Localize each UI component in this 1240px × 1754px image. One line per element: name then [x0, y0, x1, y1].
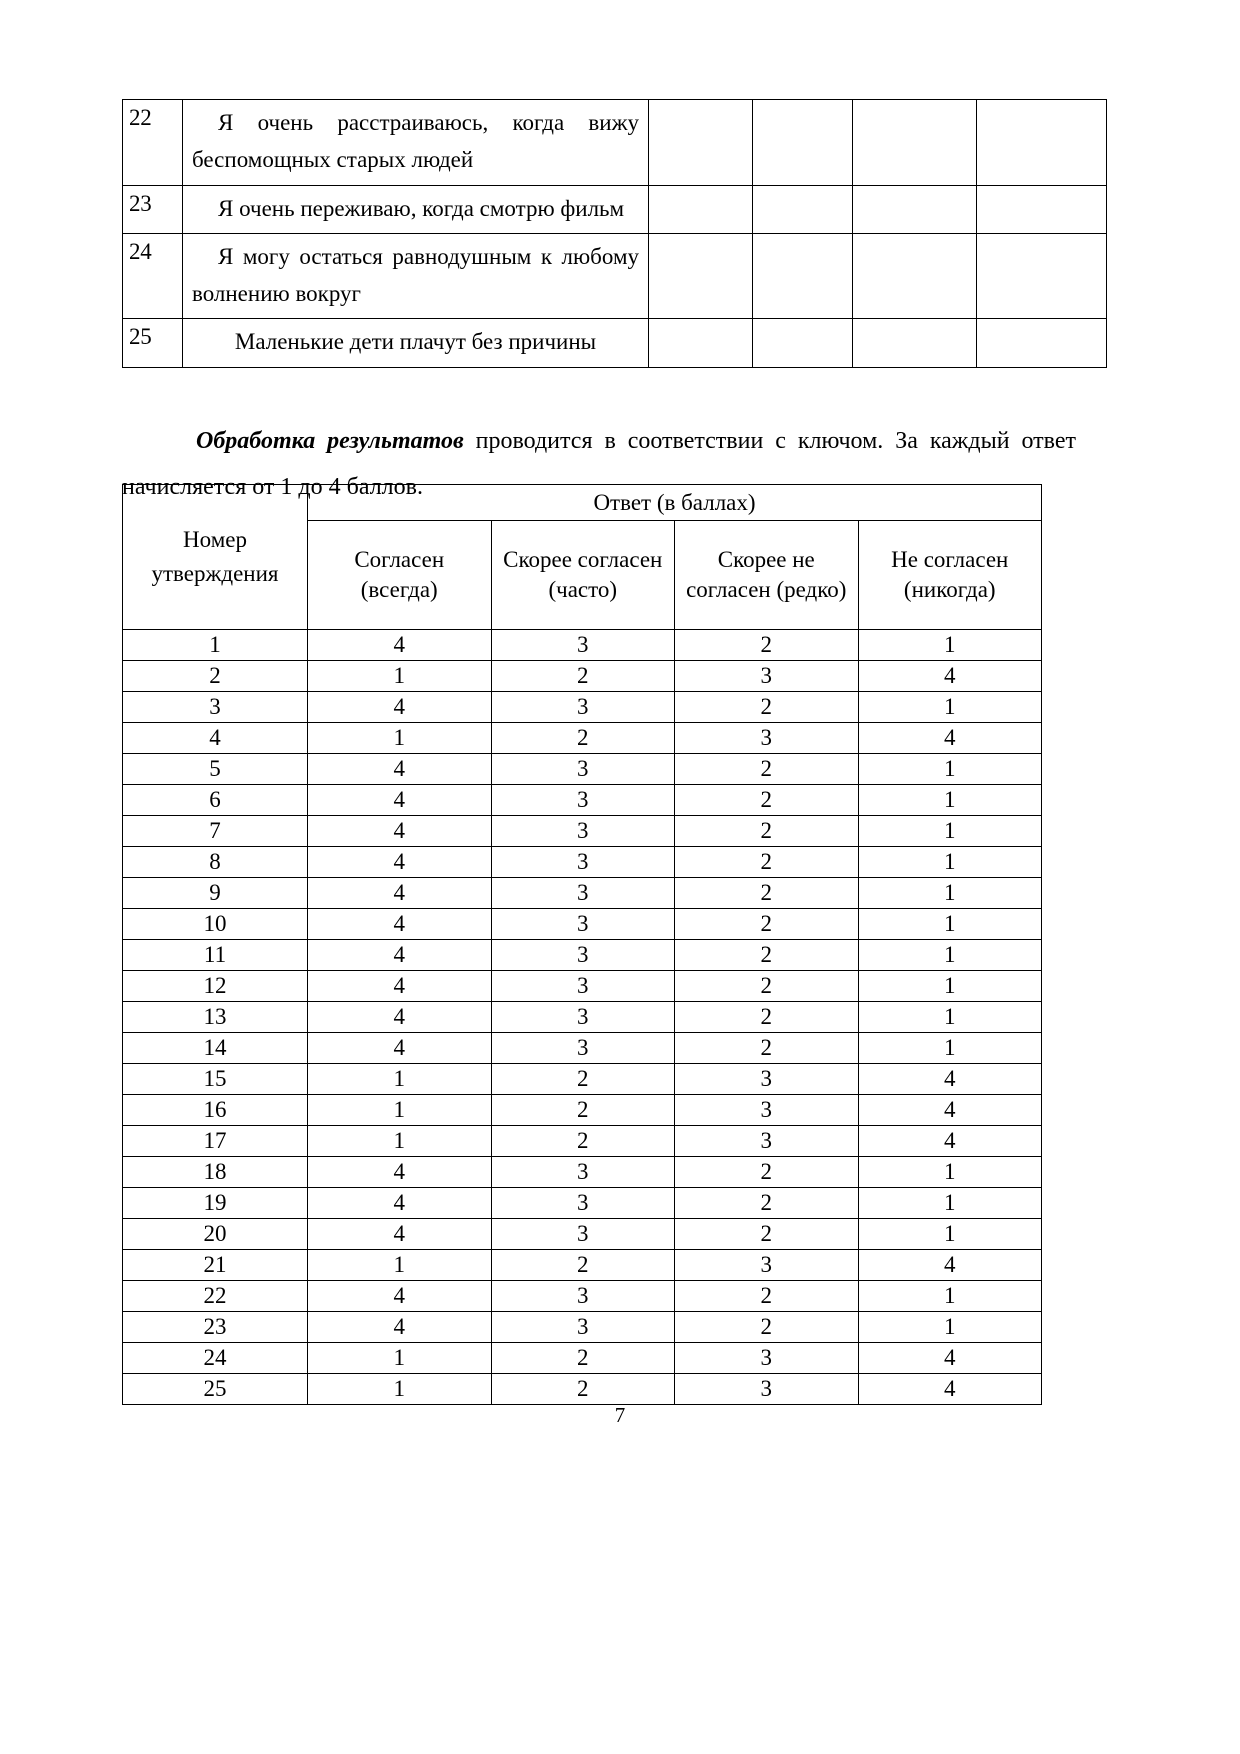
table-row — [123, 723, 1042, 754]
score-cell: 2 — [675, 1219, 859, 1250]
score-cell: 4 — [858, 1374, 1042, 1405]
score-cell: 4 — [858, 1343, 1042, 1374]
header-column-rather-agree-often: Скорее согласен (часто) — [491, 521, 675, 630]
header-column-disagree-never: Не согласен (никогда) — [858, 521, 1042, 630]
score-cell: 1 — [858, 754, 1042, 785]
score-cell: 1 — [858, 909, 1042, 940]
statement-number-cell: 7 — [123, 816, 308, 847]
table-row — [123, 816, 1042, 847]
score-cell: 1 — [858, 1002, 1042, 1033]
score-cell: 4 — [858, 1064, 1042, 1095]
question-text: Я очень переживаю, когда смотрю фильм — [183, 185, 649, 233]
score-cell: 3 — [491, 1281, 675, 1312]
question-number: 25 — [123, 319, 183, 367]
score-cell: 2 — [491, 1126, 675, 1157]
score-cell: 1 — [858, 1312, 1042, 1343]
score-cell: 2 — [491, 661, 675, 692]
table-row — [123, 1250, 1042, 1281]
score-cell: 3 — [675, 661, 859, 692]
answer-checkbox-cell-3[interactable] — [853, 233, 977, 319]
score-cell: 2 — [675, 1033, 859, 1064]
score-cell: 3 — [491, 692, 675, 723]
table-row — [123, 1157, 1042, 1188]
score-cell: 1 — [858, 847, 1042, 878]
table-header-row-1 — [123, 485, 1042, 521]
score-cell: 3 — [491, 785, 675, 816]
score-cell: 3 — [491, 847, 675, 878]
answer-checkbox-cell-2[interactable] — [753, 319, 853, 367]
answer-checkbox-cell-2[interactable] — [753, 185, 853, 233]
answer-checkbox-cell-4[interactable] — [977, 319, 1107, 367]
scoring-key-table — [122, 484, 1042, 1405]
header-column-rather-disagree-rarely: Скорее не согласен (редко) — [675, 521, 859, 630]
score-cell: 3 — [675, 1095, 859, 1126]
questionnaire-table — [122, 99, 1107, 368]
table-row — [123, 971, 1042, 1002]
score-cell: 4 — [858, 723, 1042, 754]
paragraph-body-text: проводится в соответствии с ключом. За каждый ответ начисляется от 1 до 4 баллов. — [122, 428, 1076, 500]
statement-number-cell: 13 — [123, 1002, 308, 1033]
score-cell: 4 — [308, 1157, 492, 1188]
score-cell: 1 — [858, 692, 1042, 723]
statement-number-cell: 16 — [123, 1095, 308, 1126]
table-row — [123, 661, 1042, 692]
score-cell: 4 — [308, 909, 492, 940]
score-cell: 2 — [675, 1281, 859, 1312]
statement-number-cell: 10 — [123, 909, 308, 940]
table-row — [123, 1281, 1042, 1312]
page-number: 7 — [614, 1403, 626, 1427]
score-cell: 2 — [675, 785, 859, 816]
answer-checkbox-cell-4[interactable] — [977, 100, 1107, 186]
statement-number-cell: 15 — [123, 1064, 308, 1095]
score-cell: 2 — [491, 1250, 675, 1281]
score-cell: 2 — [675, 1312, 859, 1343]
answer-checkbox-cell-1[interactable] — [649, 319, 753, 367]
table-row — [123, 1002, 1042, 1033]
score-cell: 3 — [491, 1219, 675, 1250]
score-cell: 1 — [308, 661, 492, 692]
header-statement-number: Номер утверждения — [123, 485, 308, 630]
question-number: 23 — [123, 185, 183, 233]
answer-checkbox-cell-3[interactable] — [853, 185, 977, 233]
score-cell: 3 — [491, 1002, 675, 1033]
table-row — [123, 233, 1107, 319]
score-cell: 4 — [308, 1312, 492, 1343]
table-row — [123, 630, 1042, 661]
score-cell: 4 — [308, 1002, 492, 1033]
score-cell: 1 — [308, 1374, 492, 1405]
score-cell: 3 — [491, 1033, 675, 1064]
score-cell: 1 — [858, 940, 1042, 971]
score-cell: 2 — [675, 1002, 859, 1033]
score-cell: 4 — [308, 1188, 492, 1219]
table-row — [123, 1095, 1042, 1126]
statement-number-cell: 5 — [123, 754, 308, 785]
score-cell: 3 — [491, 816, 675, 847]
statement-number-cell: 25 — [123, 1374, 308, 1405]
score-cell: 3 — [491, 630, 675, 661]
score-cell: 1 — [858, 1157, 1042, 1188]
table-row — [123, 692, 1042, 723]
score-cell: 3 — [491, 878, 675, 909]
statement-number-cell: 22 — [123, 1281, 308, 1312]
answer-checkbox-cell-1[interactable] — [649, 233, 753, 319]
answer-checkbox-cell-2[interactable] — [753, 233, 853, 319]
score-cell: 3 — [675, 1250, 859, 1281]
score-cell: 4 — [308, 971, 492, 1002]
score-cell: 1 — [308, 1250, 492, 1281]
question-text: Я очень расстраиваюсь, когда вижу беспомощных старых людей — [183, 100, 649, 186]
score-cell: 4 — [308, 878, 492, 909]
score-cell: 1 — [308, 723, 492, 754]
score-cell: 2 — [675, 692, 859, 723]
score-cell: 3 — [675, 1064, 859, 1095]
table-row — [123, 1374, 1042, 1405]
score-cell: 4 — [308, 630, 492, 661]
statement-number-cell: 8 — [123, 847, 308, 878]
score-cell: 3 — [675, 1126, 859, 1157]
score-cell: 3 — [675, 1374, 859, 1405]
score-cell: 2 — [675, 754, 859, 785]
score-cell: 2 — [675, 816, 859, 847]
table-row — [123, 319, 1107, 367]
answer-checkbox-cell-4[interactable] — [977, 185, 1107, 233]
score-cell: 4 — [858, 1095, 1042, 1126]
table-row — [123, 940, 1042, 971]
score-cell: 3 — [491, 1188, 675, 1219]
question-number: 22 — [123, 100, 183, 186]
statement-number-cell: 20 — [123, 1219, 308, 1250]
score-cell: 1 — [858, 785, 1042, 816]
score-cell: 2 — [675, 630, 859, 661]
score-cell: 1 — [858, 878, 1042, 909]
score-cell: 2 — [491, 1343, 675, 1374]
score-cell: 2 — [675, 878, 859, 909]
header-column-agree-always: Согласен (всегда) — [308, 521, 492, 630]
score-cell: 1 — [308, 1126, 492, 1157]
score-cell: 3 — [491, 1312, 675, 1343]
score-cell: 3 — [491, 971, 675, 1002]
statement-number-cell: 19 — [123, 1188, 308, 1219]
score-cell: 3 — [675, 723, 859, 754]
table-row — [123, 100, 1107, 186]
score-cell: 3 — [675, 1343, 859, 1374]
statement-number-cell: 1 — [123, 630, 308, 661]
score-cell: 2 — [675, 1157, 859, 1188]
question-text: Маленькие дети плачут без причины — [183, 319, 649, 367]
statement-number-cell: 17 — [123, 1126, 308, 1157]
scoring-key-table-head — [123, 485, 1042, 630]
score-cell: 3 — [491, 940, 675, 971]
answer-checkbox-cell-4[interactable] — [977, 233, 1107, 319]
score-cell: 2 — [675, 909, 859, 940]
score-cell: 4 — [308, 1219, 492, 1250]
table-row — [123, 754, 1042, 785]
score-cell: 3 — [491, 754, 675, 785]
statement-number-cell: 3 — [123, 692, 308, 723]
score-cell: 2 — [491, 1374, 675, 1405]
question-number: 24 — [123, 233, 183, 319]
score-cell: 4 — [308, 847, 492, 878]
statement-number-cell: 18 — [123, 1157, 308, 1188]
table-row — [123, 1219, 1042, 1250]
table-row — [123, 847, 1042, 878]
answer-checkbox-cell-3[interactable] — [853, 100, 977, 186]
score-cell: 4 — [308, 785, 492, 816]
paragraph-lead-emphasis: Обработка результатов — [196, 428, 464, 454]
answer-checkbox-cell-2[interactable] — [753, 100, 853, 186]
statement-number-cell: 23 — [123, 1312, 308, 1343]
score-cell: 4 — [308, 754, 492, 785]
score-cell: 1 — [308, 1064, 492, 1095]
statement-number-cell: 12 — [123, 971, 308, 1002]
score-cell: 2 — [675, 1188, 859, 1219]
score-cell: 4 — [308, 1033, 492, 1064]
answer-checkbox-cell-1[interactable] — [649, 185, 753, 233]
table-row — [123, 1188, 1042, 1219]
score-cell: 2 — [675, 847, 859, 878]
table-row — [123, 1343, 1042, 1374]
statement-number-cell: 4 — [123, 723, 308, 754]
answer-checkbox-cell-1[interactable] — [649, 100, 753, 186]
score-cell: 2 — [675, 940, 859, 971]
score-cell: 4 — [308, 816, 492, 847]
score-cell: 3 — [491, 909, 675, 940]
score-cell: 4 — [308, 940, 492, 971]
table-row — [123, 909, 1042, 940]
statement-number-cell: 9 — [123, 878, 308, 909]
score-cell: 2 — [491, 1064, 675, 1095]
table-row — [123, 785, 1042, 816]
score-cell: 1 — [858, 1219, 1042, 1250]
score-cell: 1 — [308, 1343, 492, 1374]
statement-number-cell: 24 — [123, 1343, 308, 1374]
statement-number-cell: 21 — [123, 1250, 308, 1281]
questionnaire-table-body — [123, 100, 1107, 368]
statement-number-cell: 11 — [123, 940, 308, 971]
score-cell: 4 — [308, 1281, 492, 1312]
table-row — [123, 878, 1042, 909]
score-cell: 1 — [858, 1188, 1042, 1219]
table-row — [123, 1064, 1042, 1095]
score-cell: 1 — [858, 630, 1042, 661]
score-cell: 1 — [858, 1033, 1042, 1064]
score-cell: 4 — [308, 692, 492, 723]
score-cell: 1 — [308, 1095, 492, 1126]
score-cell: 2 — [491, 723, 675, 754]
score-cell: 4 — [858, 1250, 1042, 1281]
scoring-key-table-body — [123, 630, 1042, 1405]
table-row — [123, 185, 1107, 233]
score-cell: 3 — [491, 1157, 675, 1188]
statement-number-cell: 2 — [123, 661, 308, 692]
score-cell: 1 — [858, 816, 1042, 847]
answer-checkbox-cell-3[interactable] — [853, 319, 977, 367]
score-cell: 2 — [491, 1095, 675, 1126]
score-cell: 1 — [858, 971, 1042, 1002]
score-cell: 4 — [858, 661, 1042, 692]
table-row — [123, 1033, 1042, 1064]
header-answer-group: Ответ (в баллах) — [308, 485, 1042, 521]
statement-number-cell: 6 — [123, 785, 308, 816]
question-text: Я могу остаться равнодушным к любому волнению вокруг — [183, 233, 649, 319]
score-cell: 1 — [858, 1281, 1042, 1312]
score-cell: 4 — [858, 1126, 1042, 1157]
score-cell: 2 — [675, 971, 859, 1002]
statement-number-cell: 14 — [123, 1033, 308, 1064]
table-row — [123, 1126, 1042, 1157]
table-row — [123, 1312, 1042, 1343]
